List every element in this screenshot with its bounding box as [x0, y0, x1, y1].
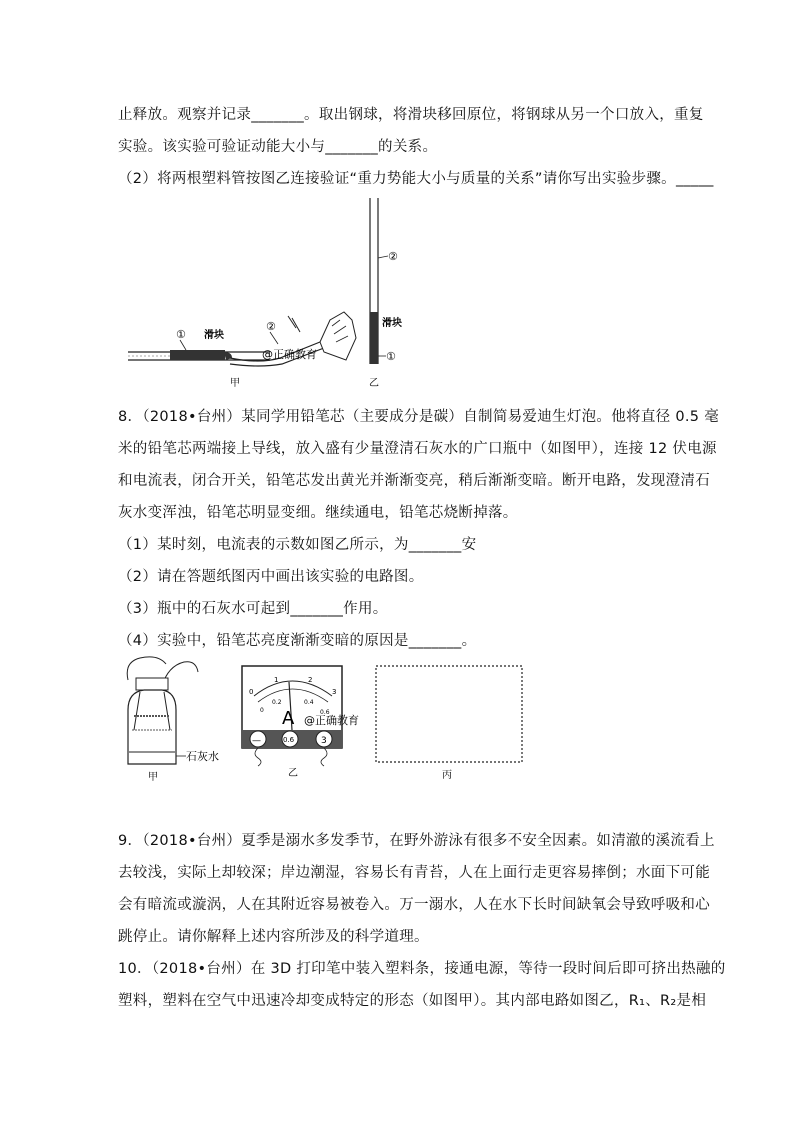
slider-label: 滑块: [204, 330, 224, 341]
text-line: （3）瓶中的石灰水可起到_______作用。: [118, 601, 388, 617]
text-line: 米的铅笔芯两端接上导线，放入盛有少量澄清石灰水的广口瓶中（如图甲），连接 12 伏电源: [118, 441, 717, 457]
watermark: @正确教育: [262, 348, 317, 361]
text-line: 和电流表，闭合开关，铅笔芯发出黄光并渐渐变亮，稍后渐渐变暗。断开电路，发现澄清石: [118, 473, 710, 489]
text-line: 8．（2018•台州）某同学用铅笔芯（主要成分是碳）自制简易爱迪生灯泡。他将直径 0.5 毫: [118, 409, 720, 425]
text-line: 去较浅，实际上却较深；岸边潮湿，容易长有青苔，人在上面行走更容易摔倒；水面下可能: [118, 865, 710, 881]
text-line: （4）实验中，铅笔芯亮度渐渐变暗的原因是_______。: [118, 633, 477, 649]
answer-box: [376, 666, 522, 762]
text-line: 塑料，塑料在空气中迅速冷却变成特定的形态（如图甲）。其内部电路如图乙，R₁、R₂是相: [118, 993, 707, 1009]
marker-1-vertical: ①: [386, 350, 396, 363]
scale-bottom-2: 0.4: [304, 699, 314, 706]
scale-top-2: 2: [308, 676, 313, 684]
marker-2-vertical: ②: [388, 250, 398, 263]
watermark-2: @正确教育: [304, 714, 359, 727]
scale-top-1: 1: [274, 676, 279, 684]
marker-2: ②: [266, 320, 276, 333]
slider-label-vertical: 滑块: [382, 318, 402, 329]
scale-top-0: 0: [249, 688, 254, 696]
caption-bing: 丙: [442, 770, 452, 781]
text-line: 实验。该实验可验证动能大小与_______的关系。: [118, 139, 438, 155]
ammeter-unit: A: [282, 708, 295, 729]
marker-1: ①: [176, 328, 186, 341]
terminal-label-neg: —: [252, 736, 261, 746]
figure-experiment: [118, 652, 538, 787]
text-line: （2）请在答题纸图丙中画出该实验的电路图。: [118, 569, 424, 585]
text-line: 灰水变浑浊，铅笔芯明显变细。继续通电，铅笔芯烧断掉落。: [118, 505, 518, 521]
caption-jia: 甲: [230, 378, 240, 389]
text-line: 跳停止。请你解释上述内容所涉及的科学道理。: [118, 929, 429, 945]
scale-bottom-0: 0: [260, 707, 264, 714]
scale-bottom-3: 0.6: [320, 709, 330, 716]
scale-bottom-1: 0.2: [272, 699, 282, 706]
text-line: （2）将两根塑料管按图乙连接验证“重力势能大小与质量的关系”请你写出实验步骤。_____: [118, 171, 714, 187]
text-line: 10．（2018•台州）在 3D 打印笔中装入塑料条，接通电源，等待一段时间后即可挤出热融的: [118, 961, 726, 977]
caption-yi-2: 乙: [288, 768, 298, 779]
terminal-label-0-6: 0.6: [283, 736, 295, 744]
text-line: 止释放。观察并记录_______。取出钢球，将滑块移回原位，将钢球从另一个口放入，重复: [118, 107, 704, 123]
text-line: 会有暗流或漩涡，人在其附近容易被卷入。万一溺水，人在水下长时间缺氧会导致呼吸和心: [118, 897, 710, 913]
text-line: 9．（2018•台州）夏季是溺水多发季节，在野外游泳有很多不安全因素。如清澈的溪流看上: [118, 833, 715, 849]
caption-yi: 乙: [369, 378, 379, 389]
figure-tubes-slider: [120, 192, 420, 392]
scale-top-3: 3: [332, 688, 337, 696]
terminal-label-3: 3: [321, 736, 327, 746]
text-line: （1）某时刻，电流表的示数如图乙所示，为_______安: [118, 537, 477, 553]
caption-jia-2: 甲: [148, 772, 158, 783]
limewater-label: 石灰水: [186, 750, 219, 763]
